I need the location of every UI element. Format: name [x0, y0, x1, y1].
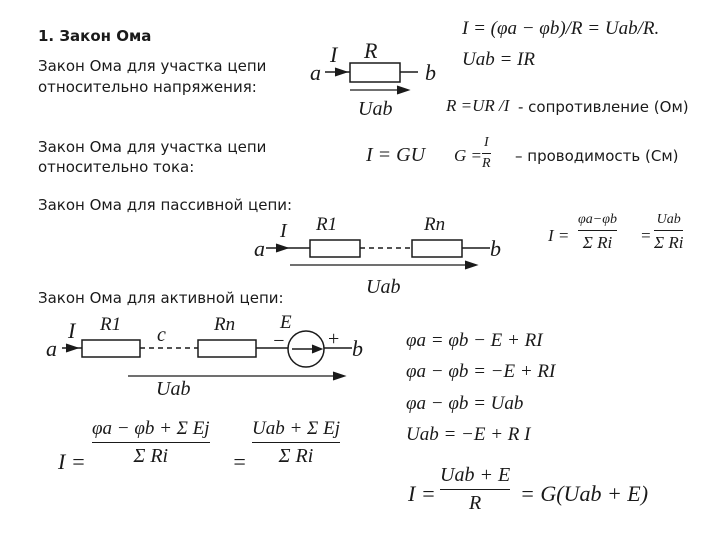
- conductance-lhs: G =: [454, 146, 482, 165]
- active-big-lhs: I =: [58, 449, 86, 474]
- passive-diagram-b: b: [490, 236, 501, 261]
- resistance-description: - сопротивление (Ом): [518, 98, 689, 116]
- voltage-diagram-b: b: [425, 60, 436, 85]
- active-big-frac2: [252, 418, 340, 468]
- diagram-voltage-law: [325, 63, 418, 94]
- current-law-label-line1: Закон Ома для участка цепи: [38, 138, 267, 156]
- voltage-diagram-r: R: [364, 38, 378, 63]
- active-big-frac2-numerator: Uab + Σ Ej: [252, 418, 340, 439]
- diagram-passive: [266, 240, 490, 269]
- voltage-law-label-line1: Закон Ома для участка цепи: [38, 57, 267, 75]
- fraction-bar: [440, 489, 510, 490]
- passive-diagram-u: Uab: [366, 276, 401, 298]
- conductance-fraction: [482, 135, 491, 172]
- final-lhs: I =: [408, 481, 436, 506]
- active-eq2: φa − φb = −E + RI: [406, 361, 556, 382]
- conductance-denominator: R: [482, 156, 491, 171]
- final-rhs: = G(Uab + E): [520, 481, 649, 506]
- fraction-bar: [482, 153, 491, 154]
- active-diagram-e: E: [280, 312, 292, 333]
- passive-diagram-i: I: [280, 220, 287, 242]
- passive-diagram-a: a: [254, 236, 265, 261]
- passive-frac2-denominator: Σ Ri: [654, 233, 684, 252]
- conductance-description: – проводимость (См): [515, 147, 679, 165]
- diagram-active: [62, 331, 352, 380]
- fraction-bar: [252, 442, 340, 443]
- active-big-frac1-denominator: Σ Ri: [133, 445, 169, 467]
- passive-diagram-rn: Rn: [424, 214, 446, 235]
- fraction-bar: [578, 230, 617, 231]
- passive-diagram-r1: R1: [316, 214, 338, 235]
- resistance-formula: R =UR /I: [446, 96, 510, 115]
- final-numerator: Uab + E: [440, 464, 511, 486]
- active-big-frac2-denominator: Σ Ri: [278, 445, 314, 467]
- final-denominator: R: [468, 492, 482, 514]
- section-title: 1. Закон Ома: [38, 27, 152, 45]
- voltage-diagram-a: a: [310, 60, 321, 85]
- passive-formula-eq: =: [640, 226, 652, 245]
- current-formula-i: I = GU: [366, 144, 426, 166]
- active-big-frac1: [92, 418, 210, 468]
- active-diagram-i: I: [68, 318, 76, 343]
- active-big-eq: =: [232, 449, 247, 474]
- current-law-label-line2: относительно тока:: [38, 158, 195, 176]
- conductance-numerator: I: [483, 135, 489, 150]
- fraction-bar: [92, 442, 210, 443]
- passive-frac2-numerator: Uab: [656, 212, 681, 227]
- voltage-law-label-line2: относительно напряжения:: [38, 78, 257, 96]
- passive-label: Закон Ома для пассивной цепи:: [38, 196, 293, 214]
- passive-formula-frac2: [654, 212, 683, 253]
- voltage-formula-top: I = (φa − φb)/R = Uab/R.: [462, 18, 660, 39]
- active-diagram-rn: Rn: [214, 314, 236, 335]
- active-diagram-minus: −: [272, 330, 286, 352]
- voltage-diagram-u: Uab: [358, 98, 393, 120]
- active-diagram-plus: +: [328, 328, 340, 350]
- passive-frac1-denominator: Σ Ri: [582, 233, 613, 252]
- passive-frac1-numerator: φa−φb: [578, 212, 617, 227]
- active-eq3: φa − φb = Uab: [406, 393, 524, 414]
- active-diagram-b: b: [352, 336, 363, 361]
- active-diagram-r1: R1: [100, 314, 122, 335]
- active-big-frac1-numerator: φa − φb + Σ Ej: [92, 418, 210, 439]
- active-eq4: Uab = −E + R I: [406, 424, 531, 445]
- active-diagram-u: Uab: [156, 378, 191, 400]
- final-frac: [440, 464, 510, 515]
- passive-formula-frac1: [578, 212, 617, 253]
- active-eq1: φa = φb − E + RI: [406, 330, 543, 351]
- passive-formula-lhs: I =: [548, 226, 570, 245]
- voltage-diagram-i: I: [330, 42, 338, 67]
- active-diagram-c: c: [157, 324, 166, 346]
- fraction-bar: [654, 230, 683, 231]
- voltage-formula-uab: Uab = IR: [462, 49, 535, 70]
- active-diagram-a: a: [46, 336, 57, 361]
- active-label: Закон Ома для активной цепи:: [38, 289, 284, 307]
